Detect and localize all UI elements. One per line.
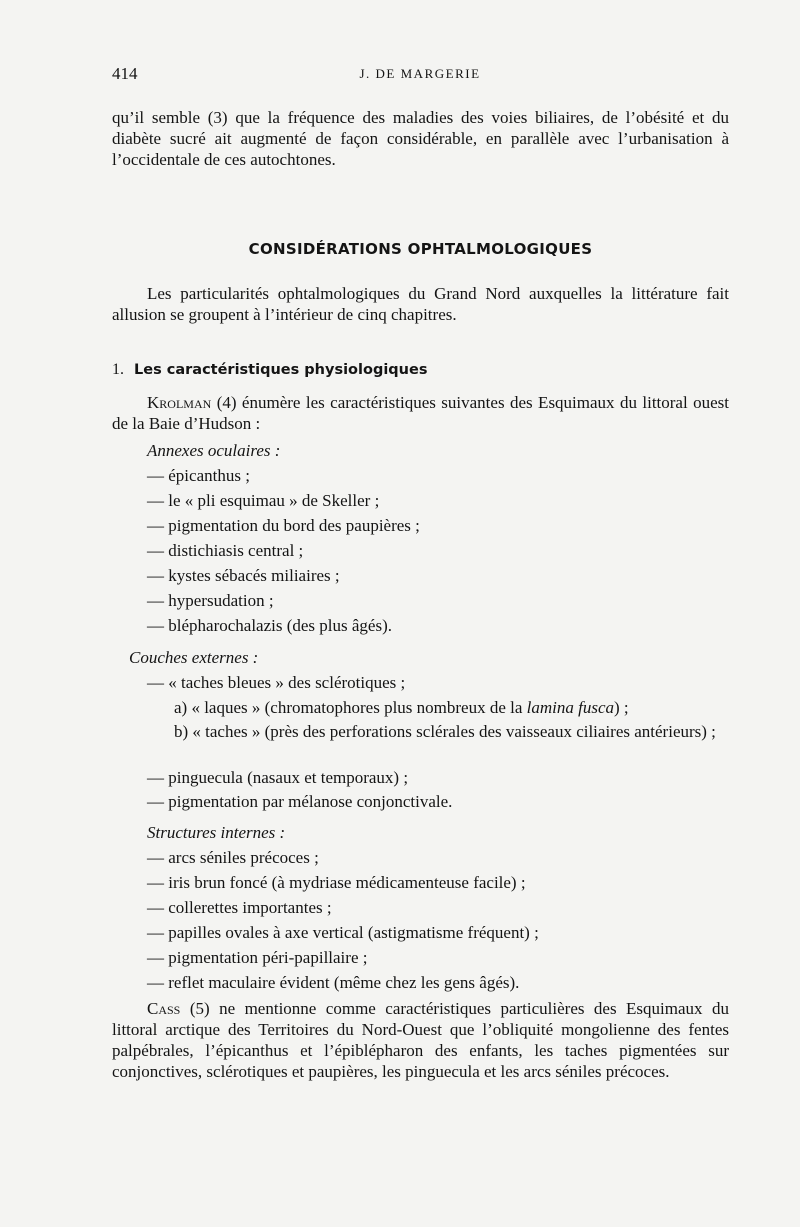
subsection-number: 1. — [112, 361, 124, 378]
list-item: — kystes sébacés miliaires ; — [147, 566, 340, 585]
list-item: — arcs séniles précoces ; — [147, 848, 319, 867]
sub-item-b: b) « taches » (près des perforations sclérales des vaisseaux ciliaires antérieurs) ; — [174, 722, 716, 741]
paragraph-cass — [112, 998, 729, 1082]
running-head: J. DE MARGERIE — [359, 66, 481, 81]
sub-item-a-italic: lamina fusca — [526, 698, 615, 717]
list-item: — pinguecula (nasaux et temporaux) ; — [147, 768, 409, 787]
paragraph-overview: Les particularités ophtalmologiques du Grand Nord auxquelles la littérature fait allusion se groupent à l’intérieur de cinq chapitres. — [112, 284, 729, 324]
paragraph-intro: qu’il semble (3) que la fréquence des maladies des voies biliaires, de l’obésité et du diabète sucré ait augmenté de façon considérable, en parallèle avec l’urbanisation à l’occidentale de ces autochtones. — [112, 108, 729, 169]
cass-text: (5) ne mentionne comme caractéristiques particulières des Esquimaux du littoral arctique des Territoires du Nord-Ouest que l’obliquité mongolienne des fentes palpébrales, l’épicanthus et l’épiblépharon des enfants, les taches pigmentées sur conjonctives, sclérotiques et paupières, les pinguecula et les arcs séniles précoces. — [112, 999, 729, 1081]
list-item: — hypersudation ; — [147, 591, 274, 610]
sub-item-a-end: ) ; — [614, 698, 629, 717]
list-item: — collerettes importantes ; — [147, 898, 332, 917]
list-item: — épicanthus ; — [147, 466, 250, 485]
subsection-title: Les caractéristiques physiologiques — [134, 362, 428, 378]
list-item: — blépharochalazis (des plus âgés). — [147, 616, 392, 635]
sub-item-a — [174, 697, 729, 718]
subsection-heading — [112, 361, 427, 379]
list-heading-annexes: Annexes oculaires : — [147, 441, 281, 460]
list-item: — « taches bleues » des sclérotiques ; — [147, 673, 406, 692]
author-krolman: Krolman — [147, 393, 212, 412]
page-number: 414 — [112, 64, 138, 83]
page-header — [112, 64, 728, 88]
list-item: — pigmentation du bord des paupières ; — [147, 516, 420, 535]
list-item: — distichiasis central ; — [147, 541, 304, 560]
list-item: — pigmentation par mélanose conjonctivale. — [147, 792, 453, 811]
krolman-text: (4) énumère les caractéristiques suivantes des Esquimaux du littoral ouest de la Baie d’Hudson : — [112, 393, 729, 433]
sub-item-a-text: a) « laques » (chromatophores plus nombreux de la — [174, 698, 527, 717]
list-heading-structures: Structures internes : — [147, 823, 286, 842]
list-item: — reflet maculaire évident (même chez les gens âgés). — [147, 973, 520, 992]
paragraph-krolman — [112, 392, 729, 434]
author-cass: Cass — [147, 999, 181, 1018]
section-title: CONSIDÉRATIONS OPHTALMOLOGIQUES — [248, 240, 593, 258]
list-heading-couches: Couches externes : — [129, 648, 259, 667]
list-item: — le « pli esquimau » de Skeller ; — [147, 491, 380, 510]
list-item: — pigmentation péri-papillaire ; — [147, 948, 368, 967]
list-item: — papilles ovales à axe vertical (astigmatisme fréquent) ; — [147, 923, 539, 942]
list-item: — iris brun foncé (à mydriase médicamenteuse facile) ; — [147, 873, 526, 892]
